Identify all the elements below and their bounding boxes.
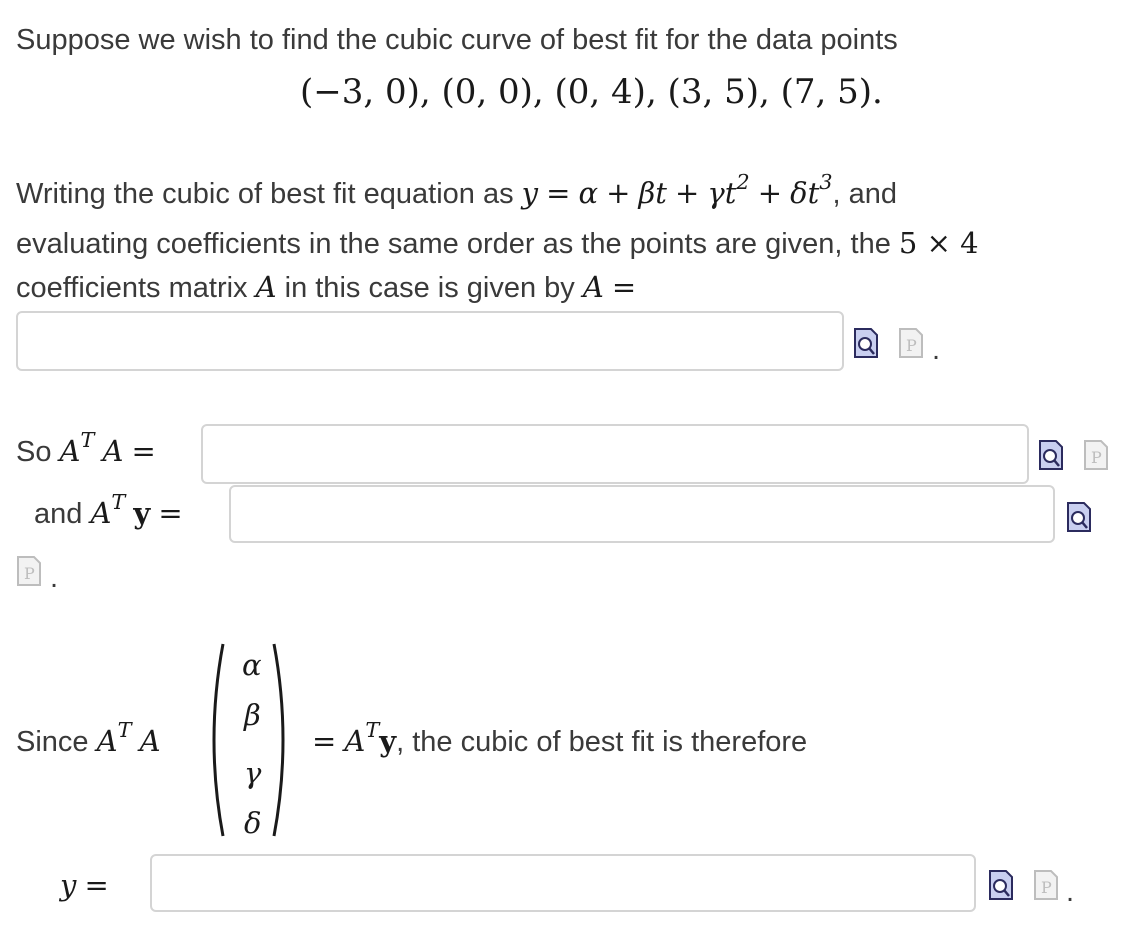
equation-line	[16, 170, 898, 211]
y-fit-input[interactable]	[150, 854, 976, 912]
period: .	[50, 562, 59, 594]
plus-sign: +	[757, 176, 783, 210]
text-given-by: in this case is given by	[284, 272, 575, 304]
matrix-line	[16, 270, 636, 305]
vector-gamma: γ	[244, 756, 262, 790]
text-so: So	[16, 436, 52, 468]
help-icon[interactable]	[1083, 439, 1109, 471]
help-icon[interactable]	[16, 555, 42, 587]
var-A: A	[139, 724, 161, 758]
intro-text: Suppose we wish to find the cubic curve of best fit for the data points	[16, 24, 898, 56]
equals-sign: =	[611, 270, 637, 304]
expr-AT: $A^T$	[96, 718, 132, 758]
equals-sign: =	[312, 724, 337, 758]
text-writing: Writing the cubic of best fit equation as	[16, 178, 514, 210]
final-label	[60, 868, 109, 903]
var-A: A	[582, 270, 604, 304]
since-label	[16, 718, 161, 759]
preview-icon[interactable]	[1038, 439, 1064, 471]
text-coefficients-matrix: coefficients matrix	[16, 272, 248, 304]
svg-text:P: P	[24, 564, 35, 583]
equals-sign: =	[546, 176, 571, 210]
var-alpha: α	[578, 176, 599, 210]
var-y: y	[60, 868, 77, 902]
help-icon[interactable]	[898, 327, 924, 359]
var-A: A	[102, 434, 124, 468]
text-and: and	[34, 498, 83, 530]
help-icon[interactable]	[1033, 869, 1059, 901]
svg-text:P: P	[1091, 448, 1102, 467]
coefficients-line	[16, 226, 979, 261]
expr-AT: $A^T$	[59, 428, 95, 468]
expr-AT: $A^T$	[344, 718, 380, 758]
matrix-A-input[interactable]	[16, 311, 844, 371]
text-since: Since	[16, 726, 89, 758]
equals-sign: =	[131, 434, 156, 468]
ata-label	[16, 428, 156, 469]
ATy-input[interactable]	[229, 485, 1055, 543]
term-delta-t3: $\delta t^3$	[790, 170, 833, 210]
plus-sign: +	[674, 176, 700, 210]
text-cubic-therefore: , the cubic of best fit is therefore	[396, 726, 808, 758]
data-points: (−3, 0), (0, 0), (0, 4), (3, 5), (7, 5).	[300, 72, 883, 112]
right-paren	[270, 642, 294, 838]
vector-y: y	[379, 724, 397, 758]
svg-text:P: P	[1041, 878, 1052, 897]
matrix-dims: 5 × 4	[898, 226, 979, 260]
text-evaluating: evaluating coefficients in the same order as the points are given, the	[16, 228, 891, 260]
plus-sign: +	[606, 176, 631, 210]
term-gamma-t2: $\gamma t^2$	[707, 170, 750, 210]
term-beta-t: βt	[638, 176, 667, 210]
left-paren	[203, 642, 227, 838]
vector-delta: δ	[244, 806, 262, 840]
ATA-input[interactable]	[201, 424, 1029, 484]
equals-sign: =	[84, 868, 109, 902]
preview-icon[interactable]	[1066, 501, 1092, 533]
period: .	[932, 334, 941, 366]
since-rhs	[312, 718, 808, 759]
period: .	[1066, 876, 1075, 908]
text-and: , and	[832, 178, 898, 210]
aty-label	[34, 490, 183, 531]
vector-alpha: α	[242, 648, 262, 682]
preview-icon[interactable]	[853, 327, 879, 359]
equals-sign: =	[158, 496, 183, 530]
var-A: A	[255, 270, 277, 304]
svg-text:P: P	[906, 336, 917, 355]
vector-y: y	[133, 496, 151, 530]
preview-icon[interactable]	[988, 869, 1014, 901]
var-y: y	[521, 176, 539, 210]
vector-beta: β	[244, 698, 261, 732]
expr-AT: $A^T$	[90, 490, 126, 530]
